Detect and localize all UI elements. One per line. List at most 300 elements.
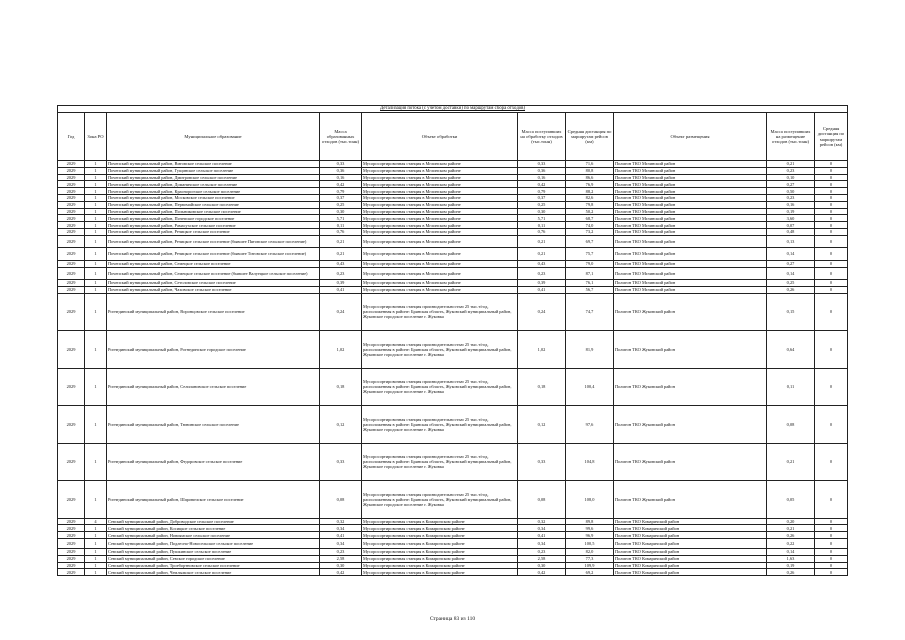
cell-disposal-mass: 0,16 <box>767 201 815 208</box>
cell-processed-mass: 0,79 <box>518 188 566 195</box>
cell-generated-mass: 0,41 <box>320 532 362 539</box>
cell-municipality: Севский муниципальный район, Косицкое сельское поселение <box>107 525 320 532</box>
cell-zone: 1 <box>85 267 107 280</box>
cell-generated-mass: 0,30 <box>320 562 362 569</box>
cell-processed-mass: 0,42 <box>518 181 566 188</box>
cell-disposal-mass: 0,05 <box>767 481 815 519</box>
cell-municipality: Рогнединский муниципальный район, Воронцовское сельское поселение <box>107 293 320 331</box>
cell-year: 2029 <box>58 368 85 406</box>
cell-processing-distance: 76,1 <box>566 280 614 287</box>
table-row <box>58 562 848 569</box>
cell-municipality: Почепский муниципальный район, Первомайское сельское поселение <box>107 201 320 208</box>
table-row <box>58 539 848 549</box>
cell-municipality: Рогнединский муниципальный район, Рогнединское городское поселение <box>107 331 320 369</box>
cell-zone: 1 <box>85 235 107 248</box>
cell-generated-mass: 0,43 <box>320 260 362 267</box>
cell-disposal-mass: 0,27 <box>767 181 815 188</box>
cell-disposal-mass: 0,15 <box>767 293 815 331</box>
cell-processed-mass: 0,18 <box>518 368 566 406</box>
cell-municipality: Почепский муниципальный район, Речицкое сельское поселение (бывшее Пятовское сельское поселение) <box>107 235 320 248</box>
cell-disposal-facility: Полигон ТКО Мглинский район <box>614 222 767 229</box>
cell-disposal-distance: 0 <box>815 549 848 556</box>
cell-disposal-distance: 0 <box>815 555 848 562</box>
cell-generated-mass: 0,34 <box>320 539 362 549</box>
cell-processing-facility: Мусоросортировочная станция в Мглинском районе <box>362 228 518 235</box>
cell-disposal-distance: 0 <box>815 518 848 525</box>
table-row <box>58 267 848 280</box>
cell-disposal-facility: Полигон ТКО Комаричский район <box>614 555 767 562</box>
cell-municipality: Севский муниципальный район, Новоямское сельское поселение <box>107 532 320 539</box>
cell-disposal-facility: Полигон ТКО Жуковский район <box>614 293 767 331</box>
cell-year: 2029 <box>58 286 85 293</box>
table-row <box>58 293 848 331</box>
cell-municipality: Севский муниципальный район, Подлесно-Новосельское сельское поселение <box>107 539 320 549</box>
cell-disposal-facility: Полигон ТКО Мглинский район <box>614 174 767 181</box>
cell-zone: 1 <box>85 280 107 287</box>
cell-generated-mass: 5,71 <box>320 215 362 222</box>
table-row <box>58 368 848 406</box>
cell-disposal-mass: 0,26 <box>767 532 815 539</box>
cell-zone: 1 <box>85 201 107 208</box>
cell-processed-mass: 1,02 <box>518 331 566 369</box>
cell-disposal-distance: 0 <box>815 215 848 222</box>
cell-disposal-mass: 0,10 <box>767 174 815 181</box>
cell-processing-facility: Мусоросортировочная станция в Комаричском районе <box>362 562 518 569</box>
cell-disposal-distance: 0 <box>815 532 848 539</box>
cell-processing-facility: Мусоросортировочная станция производительностью 25 тыс.т/год, расположенная в районе: Брянская область, Жуковский муниципальный район, Жуковское городское поселение г. Жуковка <box>362 293 518 331</box>
cell-generated-mass: 0,76 <box>320 228 362 235</box>
cell-processed-mass: 0,25 <box>518 201 566 208</box>
cell-processed-mass: 0,23 <box>518 549 566 556</box>
cell-processed-mass: 0,41 <box>518 286 566 293</box>
cell-municipality: Почепский муниципальный район, Рамасухское сельское поселение <box>107 222 320 229</box>
table-row <box>58 549 848 556</box>
cell-processing-facility: Мусоросортировочная станция в Комаричском районе <box>362 539 518 549</box>
cell-disposal-distance: 0 <box>815 443 848 481</box>
cell-generated-mass: 0,16 <box>320 174 362 181</box>
cell-year: 2029 <box>58 562 85 569</box>
cell-processing-facility: Мусоросортировочная станция в Мглинском районе <box>362 222 518 229</box>
cell-disposal-distance: 0 <box>815 194 848 201</box>
cell-processed-mass: 0,11 <box>518 222 566 229</box>
header-disposal-mass: Масса поступивших на размещение отходов (тыс.тонн) <box>767 113 815 161</box>
table-row <box>58 532 848 539</box>
cell-processing-distance: 86,6 <box>566 174 614 181</box>
table-title: Детализация потока (с учетом доставки) по маршрутам сбора отходов) <box>58 106 848 113</box>
cell-processing-facility: Мусоросортировочная станция производительностью 25 тыс.т/год, расположенная в районе: Брянская область, Жуковский муниципальный район, Жуковское городское поселение г. Жуковка <box>362 481 518 519</box>
cell-processing-distance: 79,0 <box>566 260 614 267</box>
cell-zone: 1 <box>85 174 107 181</box>
cell-disposal-mass: 0,50 <box>767 188 815 195</box>
cell-processing-facility: Мусоросортировочная станция в Комаричском районе <box>362 532 518 539</box>
cell-processing-facility: Мусоросортировочная станция в Мглинском районе <box>362 188 518 195</box>
cell-generated-mass: 0,18 <box>320 368 362 406</box>
cell-year: 2029 <box>58 188 85 195</box>
cell-processing-distance: 74,7 <box>566 293 614 331</box>
cell-processing-facility: Мусоросортировочная станция в Комаричском районе <box>362 555 518 562</box>
cell-disposal-mass: 0,08 <box>767 406 815 444</box>
table-row <box>58 194 848 201</box>
cell-year: 2029 <box>58 260 85 267</box>
cell-processing-distance: 82,0 <box>566 549 614 556</box>
cell-disposal-mass: 0,14 <box>767 549 815 556</box>
cell-disposal-facility: Полигон ТКО Жуковский район <box>614 481 767 519</box>
cell-processing-distance: 73,2 <box>566 228 614 235</box>
cell-disposal-mass: 0,19 <box>767 562 815 569</box>
cell-municipality: Почепский муниципальный район, Доманичское сельское поселение <box>107 181 320 188</box>
cell-processing-distance: 68,7 <box>566 215 614 222</box>
cell-year: 2029 <box>58 406 85 444</box>
table-row <box>58 248 848 261</box>
cell-year: 2029 <box>58 549 85 556</box>
cell-generated-mass: 0,23 <box>320 549 362 556</box>
cell-zone: 1 <box>85 331 107 369</box>
cell-disposal-mass: 0,21 <box>767 161 815 168</box>
cell-disposal-facility: Полигон ТКО Жуковский район <box>614 443 767 481</box>
table-row <box>58 215 848 222</box>
table-row <box>58 555 848 562</box>
cell-processed-mass: 0,43 <box>518 260 566 267</box>
cell-processing-facility: Мусоросортировочная станция в Комаричском районе <box>362 525 518 532</box>
cell-disposal-mass: 3,60 <box>767 215 815 222</box>
waste-flow-table <box>57 105 848 576</box>
cell-processed-mass: 0,30 <box>518 562 566 569</box>
cell-disposal-distance: 0 <box>815 260 848 267</box>
header-processing-facility: Объект обработки <box>362 113 518 161</box>
table-row <box>58 222 848 229</box>
cell-generated-mass: 0,21 <box>320 248 362 261</box>
header-processing-distance: Средняя дистанция по маршрутам рейсов (км) <box>566 113 614 161</box>
cell-processed-mass: 0,76 <box>518 228 566 235</box>
cell-municipality: Рогнединский муниципальный район, Федоровское сельское поселение <box>107 443 320 481</box>
cell-municipality: Почепский муниципальный район, Гущинское сельское поселение <box>107 167 320 174</box>
cell-generated-mass: 0,24 <box>320 293 362 331</box>
cell-disposal-distance: 0 <box>815 248 848 261</box>
cell-generated-mass: 0,33 <box>320 443 362 481</box>
cell-processing-facility: Мусоросортировочная станция в Мглинском районе <box>362 174 518 181</box>
cell-municipality: Почепский муниципальный район, Дмитровское сельское поселение <box>107 174 320 181</box>
cell-zone: 4 <box>85 518 107 525</box>
cell-zone: 1 <box>85 228 107 235</box>
cell-disposal-mass: 0,64 <box>767 331 815 369</box>
cell-processing-distance: 69,7 <box>566 235 614 248</box>
cell-disposal-mass: 0,23 <box>767 167 815 174</box>
table-row <box>58 167 848 174</box>
cell-disposal-mass: 0,48 <box>767 228 815 235</box>
cell-zone: 1 <box>85 555 107 562</box>
table-row <box>58 481 848 519</box>
cell-processing-distance: 69,2 <box>566 569 614 576</box>
cell-disposal-distance: 0 <box>815 201 848 208</box>
cell-year: 2029 <box>58 161 85 168</box>
cell-processing-facility: Мусоросортировочная станция в Мглинском районе <box>362 161 518 168</box>
cell-disposal-distance: 0 <box>815 228 848 235</box>
cell-processing-facility: Мусоросортировочная станция в Мглинском районе <box>362 167 518 174</box>
cell-year: 2029 <box>58 208 85 215</box>
cell-processing-distance: 100,5 <box>566 539 614 549</box>
table-row <box>58 228 848 235</box>
cell-disposal-distance: 0 <box>815 208 848 215</box>
cell-generated-mass: 0,32 <box>320 518 362 525</box>
table-row <box>58 569 848 576</box>
cell-processing-facility: Мусоросортировочная станция производительностью 25 тыс.т/год, расположенная в районе: Брянская область, Жуковский муниципальный район, Жуковское городское поселение г. Жуковка <box>362 406 518 444</box>
cell-disposal-mass: 0,14 <box>767 267 815 280</box>
cell-year: 2029 <box>58 194 85 201</box>
cell-municipality: Почепский муниципальный район, Сетоловское сельское поселение <box>107 280 320 287</box>
cell-generated-mass: 0,33 <box>320 161 362 168</box>
cell-municipality: Почепский муниципальный район, Краснорогское сельское поселение <box>107 188 320 195</box>
cell-generated-mass: 0,37 <box>320 194 362 201</box>
cell-year: 2029 <box>58 280 85 287</box>
cell-zone: 1 <box>85 167 107 174</box>
cell-disposal-distance: 0 <box>815 267 848 280</box>
cell-processing-distance: 77,3 <box>566 555 614 562</box>
cell-processed-mass: 0,08 <box>518 481 566 519</box>
cell-disposal-distance: 0 <box>815 539 848 549</box>
cell-disposal-facility: Полигон ТКО Комаричский район <box>614 518 767 525</box>
cell-zone: 1 <box>85 481 107 519</box>
header-disposal-facility: Объект размещения <box>614 113 767 161</box>
header-year: Год <box>58 113 85 161</box>
cell-processing-distance: 109,9 <box>566 562 614 569</box>
cell-disposal-distance: 0 <box>815 174 848 181</box>
cell-disposal-distance: 0 <box>815 569 848 576</box>
cell-disposal-facility: Полигон ТКО Мглинский район <box>614 161 767 168</box>
cell-year: 2029 <box>58 293 85 331</box>
cell-processed-mass: 0,21 <box>518 248 566 261</box>
cell-municipality: Рогнединский муниципальный район, Селилановское сельское поселение <box>107 368 320 406</box>
cell-processing-facility: Мусоросортировочная станция в Мглинском районе <box>362 215 518 222</box>
cell-zone: 1 <box>85 248 107 261</box>
cell-disposal-distance: 0 <box>815 280 848 287</box>
cell-processing-facility: Мусоросортировочная станция в Мглинском районе <box>362 194 518 201</box>
cell-generated-mass: 1,02 <box>320 331 362 369</box>
header-processed-mass: Масса поступивших на обработку отходов (тыс.тонн) <box>518 113 566 161</box>
cell-generated-mass: 0,21 <box>320 235 362 248</box>
cell-zone: 1 <box>85 188 107 195</box>
table-row <box>58 525 848 532</box>
cell-disposal-distance: 0 <box>815 188 848 195</box>
cell-processed-mass: 0,21 <box>518 235 566 248</box>
cell-zone: 1 <box>85 406 107 444</box>
cell-municipality: Севский муниципальный район, Чемлыжское сельское поселение <box>107 569 320 576</box>
cell-zone: 1 <box>85 532 107 539</box>
cell-municipality: Рогнединский муниципальный район, Тюнинское сельское поселение <box>107 406 320 444</box>
cell-zone: 1 <box>85 539 107 549</box>
cell-disposal-facility: Полигон ТКО Комаричский район <box>614 569 767 576</box>
cell-processing-facility: Мусоросортировочная станция производительностью 25 тыс.т/год, расположенная в районе: Брянская область, Жуковский муниципальный район, Жуковское городское поселение г. Жуковка <box>362 331 518 369</box>
header-generated-mass: Масса образованных отходов (тыс.тонн) <box>320 113 362 161</box>
table-row <box>58 286 848 293</box>
cell-disposal-facility: Полигон ТКО Комаричский район <box>614 525 767 532</box>
cell-disposal-mass: 0,19 <box>767 208 815 215</box>
cell-processing-distance: 104,8 <box>566 443 614 481</box>
cell-processing-facility: Мусоросортировочная станция в Мглинском районе <box>362 181 518 188</box>
cell-processed-mass: 0,41 <box>518 532 566 539</box>
cell-municipality: Почепский муниципальный район, Чаховское сельское поселение <box>107 286 320 293</box>
cell-processed-mass: 0,24 <box>518 293 566 331</box>
cell-processing-distance: 71,6 <box>566 161 614 168</box>
cell-disposal-facility: Полигон ТКО Мглинский район <box>614 215 767 222</box>
cell-processing-facility: Мусоросортировочная станция производительностью 25 тыс.т/год, расположенная в районе: Брянская область, Жуковский муниципальный район, Жуковское городское поселение г. Жуковка <box>362 443 518 481</box>
page-number: Страница 83 из 110 <box>429 616 476 622</box>
cell-processing-facility: Мусоросортировочная станция в Мглинском районе <box>362 235 518 248</box>
cell-disposal-facility: Полигон ТКО Мглинский район <box>614 248 767 261</box>
cell-generated-mass: 0,36 <box>320 167 362 174</box>
cell-zone: 1 <box>85 194 107 201</box>
cell-generated-mass: 0,41 <box>320 286 362 293</box>
table-row <box>58 181 848 188</box>
cell-generated-mass: 0,08 <box>320 481 362 519</box>
cell-processing-distance: 88,2 <box>566 188 614 195</box>
cell-disposal-facility: Полигон ТКО Жуковский район <box>614 368 767 406</box>
cell-municipality: Почепский муниципальный район, Польниковское сельское поселение <box>107 208 320 215</box>
cell-municipality: Почепский муниципальный район, Речицкое сельское поселение <box>107 228 320 235</box>
cell-disposal-mass: 0,23 <box>767 194 815 201</box>
cell-disposal-mass: 1,63 <box>767 555 815 562</box>
cell-processed-mass: 2,58 <box>518 555 566 562</box>
cell-disposal-facility: Полигон ТКО Мглинский район <box>614 235 767 248</box>
cell-disposal-facility: Полигон ТКО Жуковский район <box>614 331 767 369</box>
cell-generated-mass: 0,11 <box>320 222 362 229</box>
cell-processing-distance: 50,2 <box>566 208 614 215</box>
cell-disposal-mass: 0,22 <box>767 539 815 549</box>
cell-processed-mass: 0,37 <box>518 194 566 201</box>
cell-disposal-distance: 0 <box>815 167 848 174</box>
cell-year: 2029 <box>58 555 85 562</box>
cell-processed-mass: 0,33 <box>518 443 566 481</box>
cell-year: 2029 <box>58 532 85 539</box>
cell-disposal-distance: 0 <box>815 286 848 293</box>
cell-processing-facility: Мусоросортировочная станция в Комаричском районе <box>362 569 518 576</box>
cell-generated-mass: 0,42 <box>320 181 362 188</box>
cell-disposal-distance: 0 <box>815 331 848 369</box>
cell-disposal-mass: 0,21 <box>767 443 815 481</box>
table-row <box>58 518 848 525</box>
cell-disposal-distance: 0 <box>815 525 848 532</box>
cell-year: 2029 <box>58 174 85 181</box>
cell-disposal-facility: Полигон ТКО Мглинский район <box>614 201 767 208</box>
cell-processed-mass: 0,12 <box>518 406 566 444</box>
cell-year: 2029 <box>58 443 85 481</box>
cell-municipality: Севский муниципальный район, Севское городское поселение <box>107 555 320 562</box>
cell-year: 2029 <box>58 481 85 519</box>
cell-municipality: Почепский муниципальный район, Речицкое сельское поселение (бывшее Титовское сельское поселение) <box>107 248 320 261</box>
cell-disposal-facility: Полигон ТКО Мглинский район <box>614 260 767 267</box>
cell-municipality: Почепский муниципальный район, Витовское сельское поселение <box>107 161 320 168</box>
cell-zone: 1 <box>85 443 107 481</box>
cell-processing-distance: 89,8 <box>566 518 614 525</box>
cell-generated-mass: 0,25 <box>320 201 362 208</box>
cell-processed-mass: 0,36 <box>518 167 566 174</box>
cell-zone: 1 <box>85 549 107 556</box>
cell-year: 2029 <box>58 525 85 532</box>
cell-disposal-mass: 0,13 <box>767 235 815 248</box>
table-row <box>58 331 848 369</box>
header-zone: Зона РО <box>85 113 107 161</box>
cell-year: 2029 <box>58 539 85 549</box>
cell-year: 2029 <box>58 167 85 174</box>
cell-processing-distance: 82,6 <box>566 194 614 201</box>
cell-generated-mass: 0,42 <box>320 569 362 576</box>
table-row <box>58 208 848 215</box>
cell-year: 2029 <box>58 181 85 188</box>
cell-processed-mass: 0,23 <box>518 267 566 280</box>
cell-zone: 1 <box>85 525 107 532</box>
cell-processing-distance: 56,7 <box>566 286 614 293</box>
cell-disposal-distance: 0 <box>815 181 848 188</box>
cell-year: 2029 <box>58 228 85 235</box>
cell-processed-mass: 0,30 <box>518 208 566 215</box>
cell-processed-mass: 0,34 <box>518 539 566 549</box>
cell-processing-distance: 74,0 <box>566 222 614 229</box>
cell-disposal-facility: Полигон ТКО Мглинский район <box>614 228 767 235</box>
cell-year: 2029 <box>58 235 85 248</box>
cell-generated-mass: 0,39 <box>320 280 362 287</box>
cell-disposal-mass: 0,14 <box>767 248 815 261</box>
table-row <box>58 443 848 481</box>
cell-processed-mass: 0,32 <box>518 518 566 525</box>
cell-processing-distance: 99,6 <box>566 525 614 532</box>
cell-municipality: Севский муниципальный район, Доброводское сельское поселение <box>107 518 320 525</box>
document-sheet <box>57 105 847 576</box>
cell-disposal-mass: 0,25 <box>767 280 815 287</box>
cell-disposal-facility: Полигон ТКО Жуковский район <box>614 406 767 444</box>
cell-processing-distance: 108,0 <box>566 481 614 519</box>
cell-processing-distance: 81,9 <box>566 331 614 369</box>
cell-processing-facility: Мусоросортировочная станция в Мглинском районе <box>362 267 518 280</box>
cell-generated-mass: 0,23 <box>320 267 362 280</box>
cell-municipality: Почепский муниципальный район, Московское сельское поселение <box>107 194 320 201</box>
table-row <box>58 260 848 267</box>
cell-disposal-distance: 0 <box>815 562 848 569</box>
cell-municipality: Почепский муниципальный район, Семецкое сельское поселение <box>107 260 320 267</box>
cell-processing-facility: Мусоросортировочная станция в Мглинском районе <box>362 280 518 287</box>
cell-year: 2029 <box>58 267 85 280</box>
header-disposal-distance: Средняя дистанция по маршрутам рейсов (км) <box>815 113 848 161</box>
cell-disposal-distance: 0 <box>815 293 848 331</box>
cell-processed-mass: 0,39 <box>518 280 566 287</box>
table-row <box>58 188 848 195</box>
cell-disposal-distance: 0 <box>815 161 848 168</box>
cell-year: 2029 <box>58 222 85 229</box>
cell-processing-facility: Мусоросортировочная станция производительностью 25 тыс.т/год, расположенная в районе: Брянская область, Жуковский муниципальный район, Жуковское городское поселение г. Жуковка <box>362 368 518 406</box>
cell-year: 2029 <box>58 248 85 261</box>
cell-municipality: Севский муниципальный район, Пушкинское сельское поселение <box>107 549 320 556</box>
cell-generated-mass: 0,79 <box>320 188 362 195</box>
cell-generated-mass: 0,12 <box>320 406 362 444</box>
cell-processing-facility: Мусоросортировочная станция в Мглинском районе <box>362 286 518 293</box>
cell-zone: 1 <box>85 562 107 569</box>
cell-processing-facility: Мусоросортировочная станция в Комаричском районе <box>362 518 518 525</box>
cell-processing-facility: Мусоросортировочная станция в Мглинском районе <box>362 248 518 261</box>
cell-zone: 1 <box>85 569 107 576</box>
cell-disposal-distance: 0 <box>815 235 848 248</box>
cell-disposal-distance: 0 <box>815 406 848 444</box>
cell-processed-mass: 0,16 <box>518 174 566 181</box>
table-row <box>58 280 848 287</box>
cell-zone: 1 <box>85 215 107 222</box>
cell-disposal-facility: Полигон ТКО Комаричский район <box>614 549 767 556</box>
cell-zone: 1 <box>85 286 107 293</box>
cell-year: 2029 <box>58 518 85 525</box>
cell-municipality: Почепский муниципальный район, Семецкое сельское поселение (бывшее Валуецкое сельское поселение) <box>107 267 320 280</box>
cell-disposal-facility: Полигон ТКО Комаричский район <box>614 539 767 549</box>
cell-disposal-facility: Полигон ТКО Мглинский район <box>614 181 767 188</box>
cell-disposal-facility: Полигон ТКО Мглинский район <box>614 188 767 195</box>
cell-municipality: Севский муниципальный район, Троебортновское сельское поселение <box>107 562 320 569</box>
cell-year: 2029 <box>58 201 85 208</box>
